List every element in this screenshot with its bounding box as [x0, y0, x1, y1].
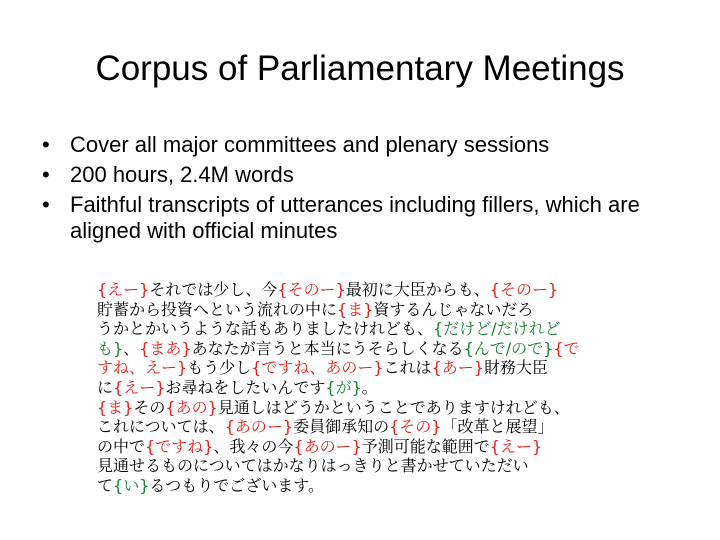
bullet-item — [42, 132, 702, 158]
filler-tag: {ですね} — [145, 436, 214, 456]
transcript-text: もう少し — [187, 358, 252, 378]
transcript-line — [97, 300, 617, 320]
filler-tag: {ま} — [337, 299, 374, 319]
bullet-text: Cover all major committees and plenary sessions — [70, 132, 550, 157]
transcript-text: 。 — [361, 377, 378, 397]
filler-tag: {そのー} — [277, 280, 346, 299]
transcript-text: の中で — [97, 436, 146, 456]
transcript-line — [97, 456, 617, 476]
transcript-text: 「改革と展望」 — [441, 417, 554, 437]
filler-tag-variant: {んで/ので} — [463, 338, 554, 358]
filler-tag: すね、えー} — [97, 358, 188, 378]
transcript-text: これは — [383, 358, 432, 378]
filler-tag: {えー} — [97, 280, 150, 299]
filler-tag: {ですね、あのー} — [251, 358, 384, 378]
bullet-list — [42, 132, 702, 248]
filler-tag: {ま} — [97, 397, 134, 417]
transcript-text: 貯蓄から投資へという流れの中に — [97, 299, 338, 319]
transcript-text: 見通せるものについてはかなりはっきりと書かせていただい — [97, 456, 529, 476]
filler-tag-variant: {が} — [325, 377, 362, 397]
filler-tag: {で — [553, 338, 580, 358]
transcript-text: て — [97, 475, 114, 495]
filler-tag: {えー} — [489, 436, 543, 456]
filler-tag-variant: {い} — [113, 475, 150, 495]
filler-tag: {あー} — [431, 358, 484, 378]
transcript-text: 見通しはどうかということでありますけれども、 — [217, 397, 570, 417]
filler-tag-variant: も} — [97, 338, 124, 358]
transcript-text: に — [97, 377, 114, 397]
transcript-text: 財務大臣 — [483, 358, 548, 378]
transcript-line — [97, 398, 617, 418]
bullet-marker: • — [42, 192, 50, 217]
bullet-item — [42, 162, 702, 188]
transcript-text: 、我々の今 — [213, 436, 294, 456]
transcript-line — [97, 339, 617, 359]
transcript-line — [97, 319, 617, 339]
bullet-text: Faithful transcripts of utterances including fillers, which are aligned with official minutes — [70, 192, 640, 243]
transcript-line — [97, 280, 617, 300]
filler-tag-variant: {だけど/だけれど — [433, 319, 561, 339]
transcript-text: 最初に大臣からも、 — [345, 280, 490, 299]
transcript-text: これについては、 — [97, 417, 225, 437]
transcript-text: 委員御承知の — [293, 417, 390, 437]
transcript-text: 、 — [123, 338, 140, 358]
bullet-marker: • — [42, 132, 50, 157]
transcript-text: あなたが言うと本当にうそらしくなる — [191, 338, 464, 358]
filler-tag: {まあ} — [139, 338, 192, 358]
transcript-text: うかとかいうような話もありましたけれども、 — [97, 319, 434, 339]
filler-tag: {あの} — [165, 397, 218, 417]
transcript-line — [97, 476, 617, 496]
filler-tag: {そのー} — [489, 280, 559, 299]
slide-title: Corpus of Parliamentary Meetings — [95, 49, 625, 88]
bullet-item — [42, 192, 702, 244]
filler-tag: {あのー} — [293, 436, 362, 456]
filler-tag: {えー} — [113, 377, 166, 397]
transcript-line — [97, 378, 617, 398]
filler-tag: {あのー} — [224, 417, 294, 437]
transcript-text: 資するんじゃないだろ — [373, 299, 534, 319]
transcript-text: 予測可能な範囲で — [361, 436, 490, 456]
transcript-line — [97, 437, 617, 457]
transcript-text: るつもりでございます。 — [149, 475, 324, 495]
transcript-line — [97, 417, 617, 437]
transcript-text: お尋ねをしたいんです — [165, 377, 326, 397]
transcript-line — [97, 358, 617, 378]
transcript-block — [97, 280, 617, 496]
transcript-text: それでは少し、今 — [149, 280, 278, 299]
bullet-text: 200 hours, 2.4M words — [70, 162, 294, 187]
bullet-marker: • — [42, 162, 50, 187]
transcript-text: その — [133, 397, 166, 417]
filler-tag: {その} — [389, 417, 442, 437]
